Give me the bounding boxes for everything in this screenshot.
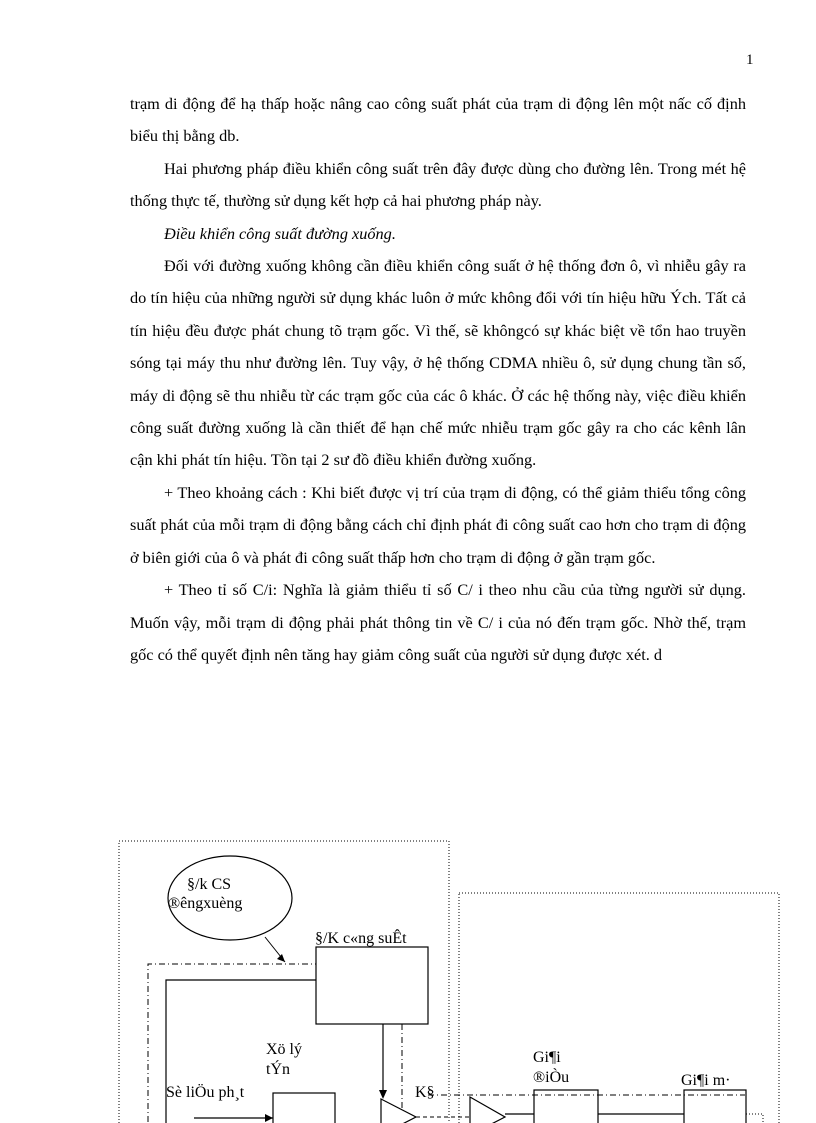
section-heading-downlink: Điều khiển công suất đường xuống.	[164, 223, 396, 243]
power-to-amp-arrowhead	[379, 1090, 387, 1099]
processing-label-line1: Xö lý	[266, 1041, 302, 1058]
signal-processing-box	[273, 1093, 335, 1123]
page-number: 1	[746, 52, 754, 68]
body-text	[130, 88, 746, 671]
left-dotted-frame	[119, 841, 449, 1123]
power-control-box	[316, 947, 428, 1024]
decoder-label: Gi¶i m·	[681, 1072, 731, 1089]
amplifier-triangle	[381, 1099, 416, 1123]
decoder-output-line	[746, 1114, 763, 1123]
receiver-triangle	[470, 1097, 505, 1123]
ellipse-arrowhead	[277, 954, 285, 962]
paragraph-by-distance: + Theo khoảng cách : Khi biết được vị trí của trạm di động, có thể giảm thiểu tổng công suất phát của mỗi trạm di động bằng cách chỉ định phát đi công suất cao hơn cho trạm di động ở biên giới của ô và phát đi công suất thấp hơn cho trạm di động ở gần trạm gốc.	[130, 482, 746, 567]
power-control-label: §/K c«ng suÊt	[315, 930, 407, 947]
data-input-label: Sè liÖu ph¸t	[166, 1084, 245, 1101]
demod-label-line2: ®iÒu	[533, 1069, 570, 1086]
ellipse-label-line1: §/k CS	[187, 876, 232, 893]
right-dotted-frame	[459, 893, 779, 1123]
paragraph-downlink: Đối với đường xuống không cần điều khiển công suất ở hệ thống đơn ô, vì nhiễu gây ra do tín hiệu của những người sử dụng khác luôn ở mức không đổi với tín hiệu hữu Ých. Tất cả tín hiệu đều được phát chung tõ trạm gốc. Vì thế, sẽ khôngcó sự khác biệt về tổn hao truyền sóng tại máy thu như đường lên. Tuy vậy, ở hệ thống CDMA nhiều ô, sử dụng chung tần số, máy di động sẽ thu nhiễu từ các trạm gốc của các ô khác. Ở các hệ thống này, việc điều khiển công suất đường xuống là cần thiết để hạn chế mức nhiễu trạm gốc gây ra cho các kênh lân cận khi phát tín hiệu. Tồn tại 2 sư đồ điều khiển đường xuống.	[130, 256, 746, 470]
demod-label-line1: Gi¶i	[533, 1049, 561, 1066]
paragraph-by-ci-ratio: + Theo tỉ số C/i: Nghĩa là giảm thiểu tỉ số C/ i theo nhu cầu của từng người sử dụng. Muốn vậy, mỗi trạm di động phải phát thông tin về C/ i của nó đến trạm gốc. Nhờ thế, trạm gốc có thể quyết định nên tăng hay giảm công suất của người sử dụng được xét. d	[130, 580, 746, 664]
processing-label-line2: tÝn	[266, 1061, 290, 1078]
amplifier-label: K§	[415, 1084, 435, 1101]
ellipse-label-line2: ®êngxuèng	[168, 895, 243, 912]
data-input-arrowhead	[265, 1114, 273, 1122]
power-control-diagram	[0, 835, 816, 1123]
paragraph-uplink-methods: Hai phương pháp điều khiển công suất trên đây được dùng cho đường lên. Trong mét hệ thống thực tế, thường sử dụng kết hợp cả hai phương pháp này.	[130, 158, 746, 211]
paragraph-continuation: trạm di động để hạ thấp hoặc nâng cao công suất phát của trạm di động lên một nấc cố định biểu thị bằng db.	[130, 94, 746, 146]
